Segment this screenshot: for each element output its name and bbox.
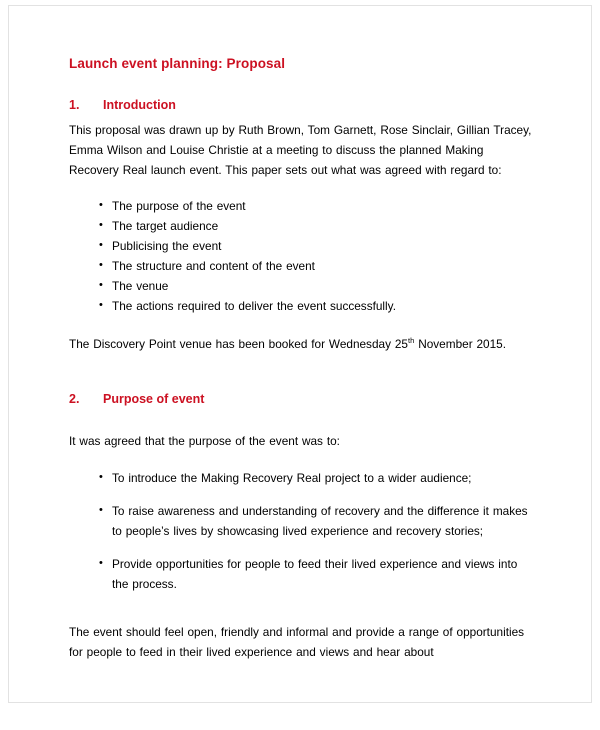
spacer [69, 413, 535, 431]
venue-line-date: November 2015. [414, 336, 507, 351]
list-item: • To raise awareness and understanding of recovery and the difference it makes to people’s lives by showcasing lived experience and recovery stories; [69, 501, 535, 541]
introduction-bullet-list [69, 196, 535, 316]
list-item: • The venue [69, 276, 535, 296]
section-title-2: Purpose of event [103, 391, 205, 406]
list-item: • The actions required to deliver the event successfully. [69, 296, 535, 316]
purpose-lead-in: It was agreed that the purpose of the event was to: [69, 434, 340, 449]
spacer [69, 180, 535, 196]
venue-booking-line [69, 334, 535, 354]
list-item: • Publicising the event [69, 236, 535, 256]
ordinal-suffix: th [407, 335, 415, 345]
venue-line-text: The Discovery Point venue has been booked for Wednesday 25 [69, 336, 408, 351]
document-content [69, 56, 535, 662]
section-heading-introduction [69, 98, 535, 114]
document-title: Launch event planning: Proposal [69, 56, 286, 71]
list-item: • To introduce the Making Recovery Real project to a wider audience; [69, 468, 535, 488]
section-number-1: 1. [69, 98, 80, 113]
spacer [69, 354, 535, 392]
document-page [8, 5, 592, 703]
list-item: • The purpose of the event [69, 196, 535, 216]
closing-paragraph: The event should feel open, friendly and informal and provide a range of opportunities for people to feed in their lived experience and views and hear about [69, 625, 525, 660]
list-item: • Provide opportunities for people to feed their lived experience and views into the process. [69, 554, 535, 594]
spacer [69, 594, 535, 622]
purpose-bullet-list [69, 468, 535, 594]
spacer [69, 451, 535, 468]
section-heading-purpose-of-event [69, 392, 535, 408]
list-item: • The target audience [69, 216, 535, 236]
introduction-paragraph: This proposal was drawn up by Ruth Brown, Tom Garnett, Rose Sinclair, Gillian Tracey, Emma Wilson and Louise Christie at a meeting to discuss the planned Making Recovery Real launch event. This paper sets out what was agreed with regard to: [69, 122, 532, 177]
section-number-2: 2. [69, 391, 80, 406]
section-title-1: Introduction [103, 98, 176, 113]
list-item: • The structure and content of the event [69, 256, 535, 276]
spacer [69, 316, 535, 334]
